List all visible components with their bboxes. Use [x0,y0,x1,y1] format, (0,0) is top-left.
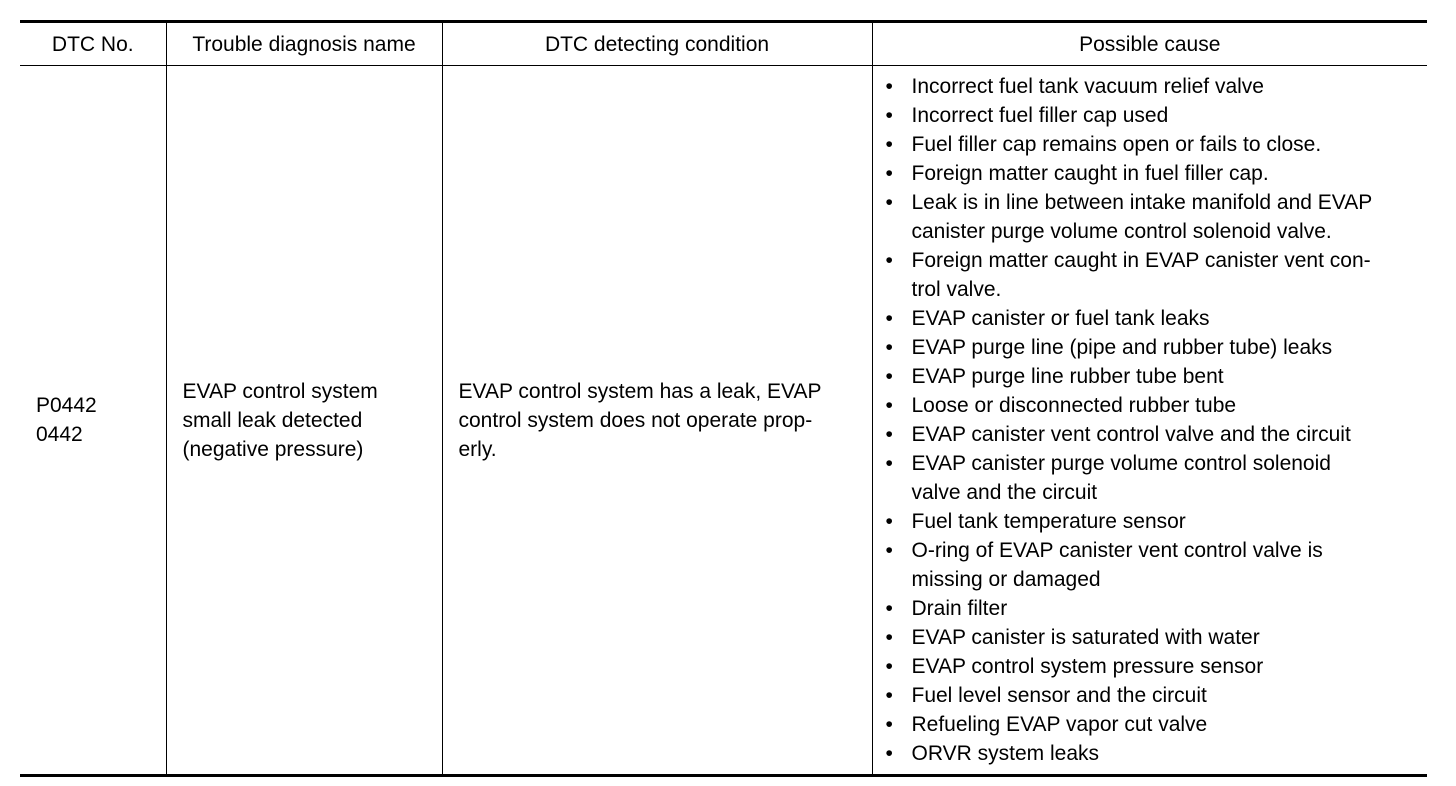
possible-cause-cell [872,66,1427,776]
cause-item [886,159,1424,188]
bullet-icon: • [885,742,893,765]
bullet-icon: • [885,597,893,620]
dtc-code: 0442 [36,423,83,446]
cause-item [886,304,1424,333]
cause-text: EVAP canister purge volume control solenoid [911,452,1331,475]
condition-line: control system does not operate prop- [458,408,813,432]
cause-text: EVAP purge line (pipe and rubber tube) leaks [911,336,1333,359]
cause-item [886,362,1424,391]
cause-item [886,652,1424,681]
header-trouble-name: Trouble diagnosis name [166,22,442,66]
condition-line: EVAP control system has a leak, EVAP [458,379,822,403]
header-row [20,22,1427,66]
bullet-icon: • [885,394,893,417]
bullet-icon: • [885,336,893,359]
cause-text: Fuel level sensor and the circuit [911,684,1207,707]
bullet-icon: • [885,713,893,736]
cause-text: Refueling EVAP vapor cut valve [911,713,1208,736]
cause-item [886,681,1424,710]
cause-text: valve and the circuit [911,481,1098,504]
dtc-table [20,20,1427,777]
cause-text: Foreign matter caught in fuel filler cap. [911,162,1269,185]
cause-text: missing or damaged [911,568,1101,591]
cause-item [886,449,1424,507]
bullet-icon: • [885,104,893,127]
cause-text: Fuel filler cap remains open or fails to close. [911,133,1322,156]
cause-item [886,536,1424,594]
cause-item [886,72,1424,101]
bullet-icon: • [885,249,893,272]
dtc-code-cell [20,66,166,776]
bullet-icon: • [885,162,893,185]
possible-cause-list [873,72,1428,768]
cause-text: O-ring of EVAP canister vent control valve is [911,539,1323,562]
bullet-icon: • [885,510,893,533]
cause-item [886,246,1424,304]
header-condition: DTC detecting condition [442,22,872,66]
cause-item [886,739,1424,768]
cause-item [886,130,1424,159]
bullet-icon: • [885,75,893,98]
cause-text: trol valve. [911,278,1002,301]
trouble-name-line: small leak detected [182,408,363,432]
cause-text: Incorrect fuel tank vacuum relief valve [911,75,1264,98]
cause-text: EVAP canister is saturated with water [911,626,1260,649]
header-dtc-no: DTC No. [20,22,166,66]
condition-cell [442,66,872,776]
cause-item [886,101,1424,130]
bullet-icon: • [885,307,893,330]
bullet-icon: • [885,133,893,156]
cause-item [886,333,1424,362]
bullet-icon: • [885,365,893,388]
cause-item [886,623,1424,652]
cause-item [886,710,1424,739]
trouble-name-line: EVAP control system [182,379,378,403]
trouble-name-cell [166,66,442,776]
dtc-code: P0442 [36,394,97,417]
header-cause: Possible cause [872,22,1427,66]
cause-item [886,594,1424,623]
bullet-icon: • [885,684,893,707]
trouble-name-line: (negative pressure) [182,437,364,461]
bullet-icon: • [885,452,893,475]
cause-text: Drain filter [911,597,1008,620]
cause-text: EVAP canister vent control valve and the circuit [911,423,1351,446]
bullet-icon: • [885,655,893,678]
cause-text: Leak is in line between intake manifold and EVAP [911,191,1373,214]
cause-text: EVAP purge line rubber tube bent [911,365,1224,388]
cause-text: Foreign matter caught in EVAP canister vent con- [911,249,1371,272]
cause-text: Loose or disconnected rubber tube [911,394,1237,417]
cause-text: ORVR system leaks [911,742,1099,765]
cause-item [886,188,1424,246]
cause-text: Incorrect fuel filler cap used [911,104,1169,127]
cause-item [886,507,1424,536]
cause-item [886,391,1424,420]
bullet-icon: • [885,423,893,446]
cause-text: EVAP control system pressure sensor [911,655,1264,678]
cause-text: canister purge volume control solenoid valve. [911,220,1332,243]
cause-item [886,420,1424,449]
bullet-icon: • [885,539,893,562]
bullet-icon: • [885,626,893,649]
table-row [20,66,1427,776]
cause-text: EVAP canister or fuel tank leaks [911,307,1210,330]
cause-text: Fuel tank temperature sensor [911,510,1186,533]
bullet-icon: • [885,191,893,214]
condition-line: erly. [458,437,497,461]
